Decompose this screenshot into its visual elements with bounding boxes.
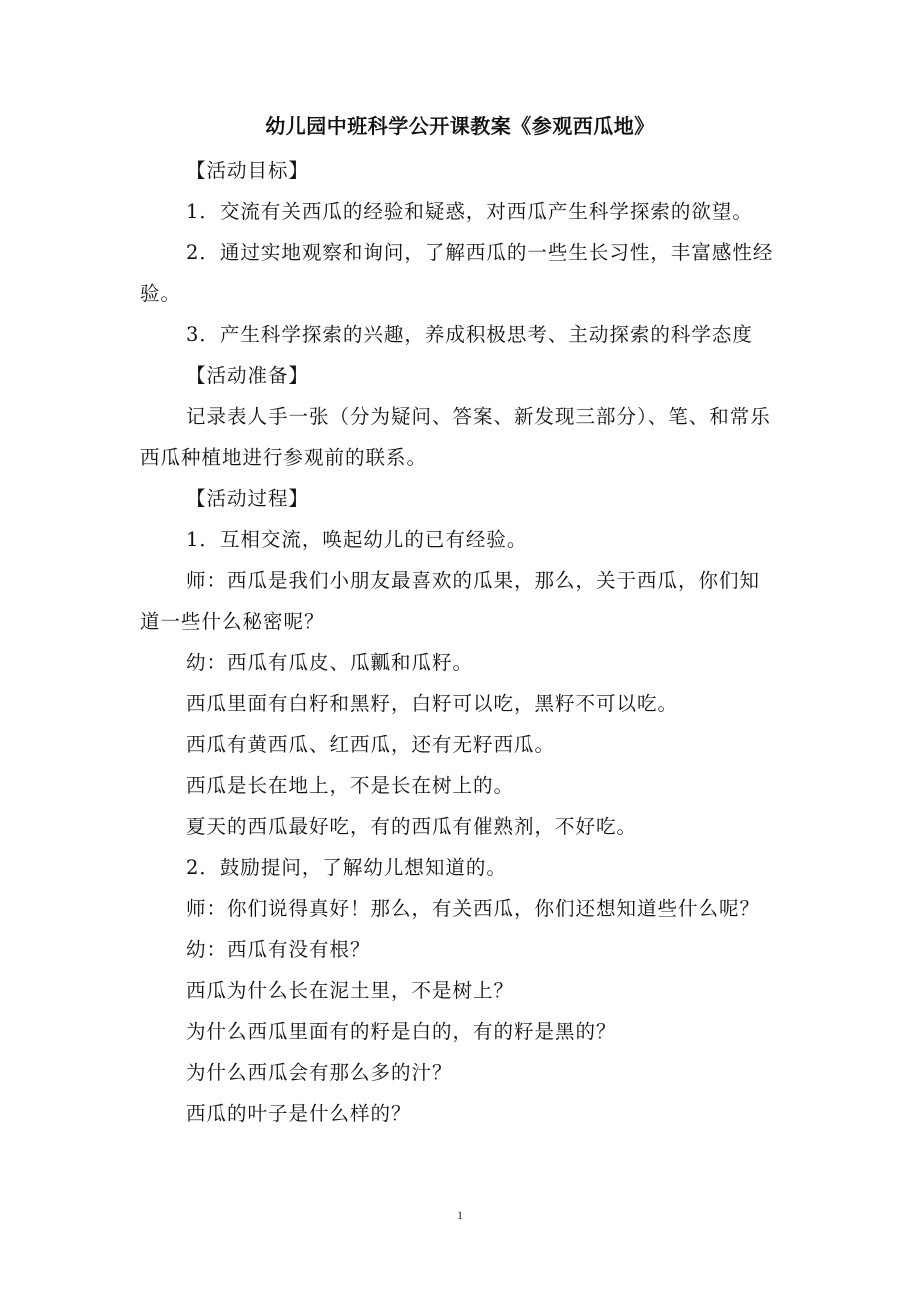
paragraph: 为什么西瓜会有那么多的汁？ — [186, 1061, 453, 1084]
paragraph: 记录表人手一张（分为疑问、答案、新发现三部分）、笔、和常乐西瓜种植地进行参观前的联系。 — [140, 405, 771, 469]
paragraph: 幼：西瓜有瓜皮、瓜瓤和瓜籽。 — [186, 651, 474, 674]
document-body — [140, 150, 780, 1134]
section-heading-process: 【活动过程】 — [186, 487, 310, 510]
paragraph: 西瓜有黄西瓜、红西瓜，还有无籽西瓜。 — [186, 733, 556, 756]
paragraph: 2．通过实地观察和询问，了解西瓜的一些生长习性，丰富感性经验。 — [140, 241, 774, 305]
paragraph: 西瓜里面有白籽和黑籽，白籽可以吃，黑籽不可以吃。 — [186, 692, 679, 715]
section-heading-goals: 【活动目标】 — [186, 159, 310, 182]
paragraph: 2．鼓励提问，了解幼儿想知道的。 — [186, 856, 507, 879]
page-number: 1 — [457, 1208, 463, 1222]
paragraph: 为什么西瓜里面有的籽是白的，有的籽是黑的？ — [186, 1020, 617, 1043]
paragraph: 西瓜是长在地上，不是长在树上的。 — [186, 774, 515, 797]
paragraph: 3．产生科学探索的兴趣，养成积极思考、主动探索的科学态度 — [186, 323, 753, 346]
paragraph: 夏天的西瓜最好吃，有的西瓜有催熟剂，不好吃。 — [186, 815, 638, 838]
paragraph: 1．交流有关西瓜的经验和疑惑，对西瓜产生科学探索的欲望。 — [186, 200, 753, 223]
paragraph: 幼：西瓜有没有根？ — [186, 938, 371, 961]
section-heading-preparation: 【活动准备】 — [186, 364, 310, 387]
document-title: 幼儿园中班科学公开课教案《参观西瓜地》 — [265, 114, 655, 138]
paragraph: 师：你们说得真好！那么，有关西瓜，你们还想知道些什么呢？ — [186, 897, 761, 920]
paragraph: 1．互相交流，唤起幼儿的已有经验。 — [186, 528, 528, 551]
paragraph: 师：西瓜是我们小朋友最喜欢的瓜果，那么，关于西瓜，你们知道一些什么秘密呢？ — [140, 569, 761, 633]
paragraph: 西瓜的叶子是什么样的？ — [186, 1102, 412, 1125]
paragraph: 西瓜为什么长在泥土里，不是树上？ — [186, 979, 515, 1002]
